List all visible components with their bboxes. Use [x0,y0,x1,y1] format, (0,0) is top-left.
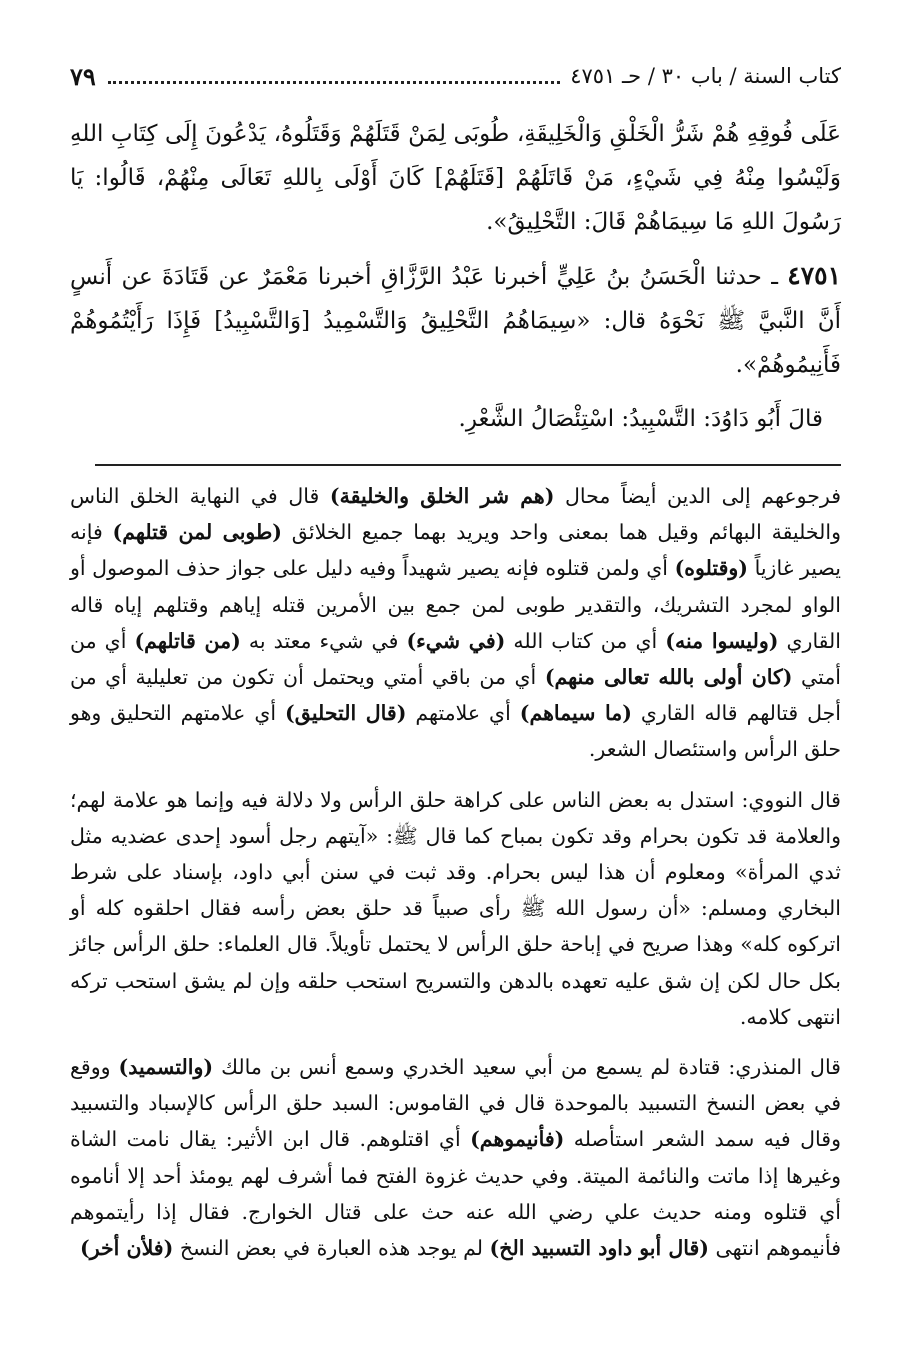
commentary-text: أي علامتهم [406,701,520,726]
commentary-text: أي من باقي أمتي ويحتمل أن تكون من تعليلية أي من أجل قتالهم قاله القاري [70,665,841,726]
commentary-keyword: (في شيء) [406,628,506,653]
commentary-text: قال المنذري: قتادة لم يسمع من أبي سعيد الخدري وسمع أنس بن مالك [213,1055,841,1080]
commentary-keyword: (فلأن أخر) [80,1236,174,1261]
commentary-text: في شيء معتد به [240,628,407,653]
abu-dawud-note: قالَ أَبُو دَاوُدَ: التَّسْبِيدُ: اسْتِئْصَالُ الشَّعْرِ. [458,406,823,432]
commentary-block [70,478,841,1266]
commentary-text: أي من كتاب الله [505,628,666,653]
commentary-keyword: (كان أولى بالله تعالى منهم) [544,665,793,690]
header-dot-leader [108,81,560,84]
commentary-keyword: (قال التحليق) [285,701,407,726]
commentary-text: فرجوعهم إلى الدين أيضاً محال [554,484,841,508]
hadith-text-block [70,112,841,441]
commentary-text: أي اقتلوهم. قال ابن الأثير: يقال نامت الشاة وغيرها إذا ماتت والنائمة الميتة. وفي حديث غزوة الفتح فما أشرف لهم يومئذ أحد إلا أناموه أي قتلوه ومنه حديث علي رضي الله عنه حث على قتال الخوارج. فقال إذا رأيتموهم فأنيموهم انتهى [70,1127,841,1261]
commentary-keyword: (طوبى لمن قتلهم) [112,520,283,545]
commentary-keyword: (قال أبو داود التسبيد الخ) [489,1236,709,1261]
commentary-keyword: (هم شر الخلق والخليقة) [329,484,555,508]
commentary-keyword: (وليسوا منه) [665,628,779,653]
commentary-keyword: (وقتلوه) [674,556,748,581]
commentary-keyword: (من قاتلهم) [134,628,241,653]
commentary-section-2: قال النووي: استدل به بعض الناس على كراهة حلق الرأس ولا دلالة فيه وإنما هو علامة لهم؛ والعلامة قد تكون بحرام وقد تكون بمباح كما قال ﷺ: «آيتهم رجل أسود إحدى عضديه مثل ثدي المرأة» ومعلوم أن هذا ليس بحرام. وقد ثبت في سنن أبي داود، بإسناد على شرط البخاري ومسلم: «أن رسول الله ﷺ رأى صبياً قد حلق بعض رأسه فقال احلقوه كله أو اتركوه كله» وهذا صريح في إباحة حلق الرأس لا يحتمل تأويلاً. قال العلماء: حلق الرأس جائز بكل حال لكن إن شق عليه تعهده بالدهن والتسريح استحب حلقه وإن لم يشق استحب تركه انتهى كلامه. [70,787,841,1029]
commentary-text: فإنه يصير غازياً [70,520,841,581]
hadith-continuation: عَلَى فُوقِهِ هُمْ شَرُّ الْخَلْقِ وَالْخَلِيقَةِ، طُوبَى لِمَنْ قَتَلَهُمْ وَقَتَلُوهُ، يَدْعُونَ إِلَى كِتَابِ اللهِ وَلَيْسُوا مِنْهُ فِي شَيْءٍ، مَنْ قَاتَلَهُمْ [قَتَلَهُمْ] كَانَ أَوْلَى بِاللهِ تَعَالَى مِنْهُمْ، قَالُوا: يَا رَسُولَ اللهِ مَا سِيمَاهُمْ قَالَ: التَّحْلِيقُ». [70,121,841,235]
commentary-text: أي من أمتي [70,628,842,690]
hadith-4751 [70,254,841,387]
commentary-section-1 [70,478,841,768]
commentary-text: لم يوجد هذه العبارة في بعض النسخ [173,1236,490,1261]
commentary-text: ووقع في بعض النسخ التسبيد بالموحدة قال في القاموس: السبد حلق الرأس كالإسباد والتسبيد وقال فيه سمد الشعر استأصله [70,1055,841,1152]
page-header [70,58,841,94]
commentary-keyword: (ما سيماهم) [519,701,632,726]
hadith-number: ٤٧٥١ [787,261,841,290]
commentary-keyword: (فأنيموهم) [470,1127,565,1152]
commentary-text: أي ولمن قتلوه فإنه يصير شهيداً وفيه دليل على جواز حذف الموصول أو الواو لمجرد التشريك، والتقدير طوبى لمن جمع بين الأمرين قتله إياهم وقتلهم إياه قاله القاري [70,556,841,653]
hadith-body: ـ حدثنا الْحَسَنُ بنُ عَلِيٍّ أخبرنا عَبْدُ الرَّزَّاقِ أخبرنا مَعْمَرٌ عن قَتَادَةَ عن أَنسٍ أَنَّ النَّبيَّ ﷺ نَحْوَهُ قال: «سِيمَاهُمُ التَّحْلِيقُ وَالتَّسْمِيدُ [وَالتَّسْبِيدُ] فَإِذَا رَأَيْتُمُوهُمْ فَأَنِيمُوهُمْ». [70,264,841,378]
commentary-keyword: (والتسميد) [118,1055,214,1080]
commentary-section-3 [70,1049,841,1266]
footnote-divider [95,464,841,466]
commentary-text: قال في النهاية الخلق الناس والخليقة البهائم وقيل هما بمعنى واحد ويريد بهما جميع الخلائق [70,484,841,545]
page-number: ٧٩ [70,61,96,91]
running-title: كتاب السنة / باب ٣٠ / حـ ٤٧٥١ [570,64,841,88]
commentary-text: أي علامتهم التحليق وهو حلق الرأس واستئصال الشعر. [70,701,841,762]
